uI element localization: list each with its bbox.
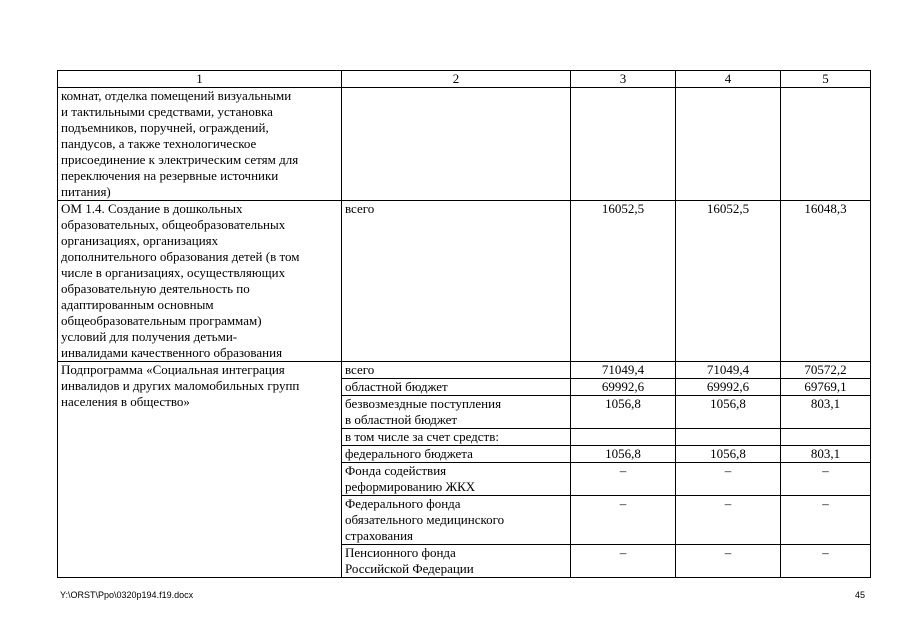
value-cell bbox=[571, 429, 676, 446]
value-cell: 803,1 bbox=[781, 396, 871, 429]
funding-source: федерального бюджета bbox=[342, 446, 571, 463]
value-cell: 1056,8 bbox=[571, 396, 676, 429]
funding-source: областной бюджет bbox=[342, 379, 571, 396]
value-cell: – bbox=[781, 545, 871, 578]
funding-source: всего bbox=[342, 362, 571, 379]
column-header: 3 bbox=[571, 71, 676, 88]
value-cell bbox=[676, 429, 781, 446]
footer-file-path: Y:\ORST\Ppo\0320p194.f19.docx bbox=[60, 590, 194, 600]
value-cell: – bbox=[676, 545, 781, 578]
value-cell: 16052,5 bbox=[571, 201, 676, 362]
value-cell bbox=[781, 88, 871, 201]
value-cell: – bbox=[781, 496, 871, 545]
value-cell: – bbox=[571, 545, 676, 578]
table-row bbox=[58, 362, 871, 379]
value-cell: 1056,8 bbox=[571, 446, 676, 463]
funding-source: Фонда содействия реформированию ЖКХ bbox=[342, 463, 571, 496]
value-cell: 70572,2 bbox=[781, 362, 871, 379]
page-number: 45 bbox=[854, 590, 865, 600]
value-cell: – bbox=[571, 463, 676, 496]
column-header: 5 bbox=[781, 71, 871, 88]
value-cell: 16048,3 bbox=[781, 201, 871, 362]
value-cell: – bbox=[571, 496, 676, 545]
funding-source: Пенсионного фонда Российской Федерации bbox=[342, 545, 571, 578]
value-cell: 1056,8 bbox=[676, 396, 781, 429]
table-row bbox=[58, 201, 871, 362]
value-cell: 1056,8 bbox=[676, 446, 781, 463]
value-cell: – bbox=[676, 463, 781, 496]
value-cell: – bbox=[781, 463, 871, 496]
value-cell: 69992,6 bbox=[571, 379, 676, 396]
value-cell: 16052,5 bbox=[676, 201, 781, 362]
subprogram-title: Подпрограмма «Социальная интеграция инвалидов и других маломобильных групп населения в общество» bbox=[58, 362, 342, 578]
measure-description: комнат, отделка помещений визуальными и тактильными средствами, установка подъемников, поручней, ограждений, пандусов, а также технологическое присоединение к электрическим сетям для переключения на резервные источники питания) bbox=[58, 88, 342, 201]
column-header: 1 bbox=[58, 71, 342, 88]
measure-description: ОМ 1.4. Создание в дошкольных образовательных, общеобразовательных организациях, организациях дополнительного образования детей (в том числе в организациях, осуществляющих образовательную деятельность по адаптированным основным общеобразовательным программам) условий для получения детьми- инвалидами качественного образования bbox=[58, 201, 342, 362]
value-cell: 71049,4 bbox=[571, 362, 676, 379]
value-cell bbox=[571, 88, 676, 201]
value-cell: 69992,6 bbox=[676, 379, 781, 396]
value-cell: 69769,1 bbox=[781, 379, 871, 396]
funding-source: безвозмездные поступления в областной бюджет bbox=[342, 396, 571, 429]
value-cell: 803,1 bbox=[781, 446, 871, 463]
value-cell bbox=[676, 88, 781, 201]
column-header: 2 bbox=[342, 71, 571, 88]
value-cell bbox=[781, 429, 871, 446]
table-header-row bbox=[58, 71, 871, 88]
table-row bbox=[58, 88, 871, 201]
funding-source: Федерального фонда обязательного медицинского страхования bbox=[342, 496, 571, 545]
value-cell: – bbox=[676, 496, 781, 545]
funding-source bbox=[342, 88, 571, 201]
funding-source: всего bbox=[342, 201, 571, 362]
value-cell: 71049,4 bbox=[676, 362, 781, 379]
column-header: 4 bbox=[676, 71, 781, 88]
funding-source: в том числе за счет средств: bbox=[342, 429, 571, 446]
budget-table bbox=[57, 70, 871, 578]
